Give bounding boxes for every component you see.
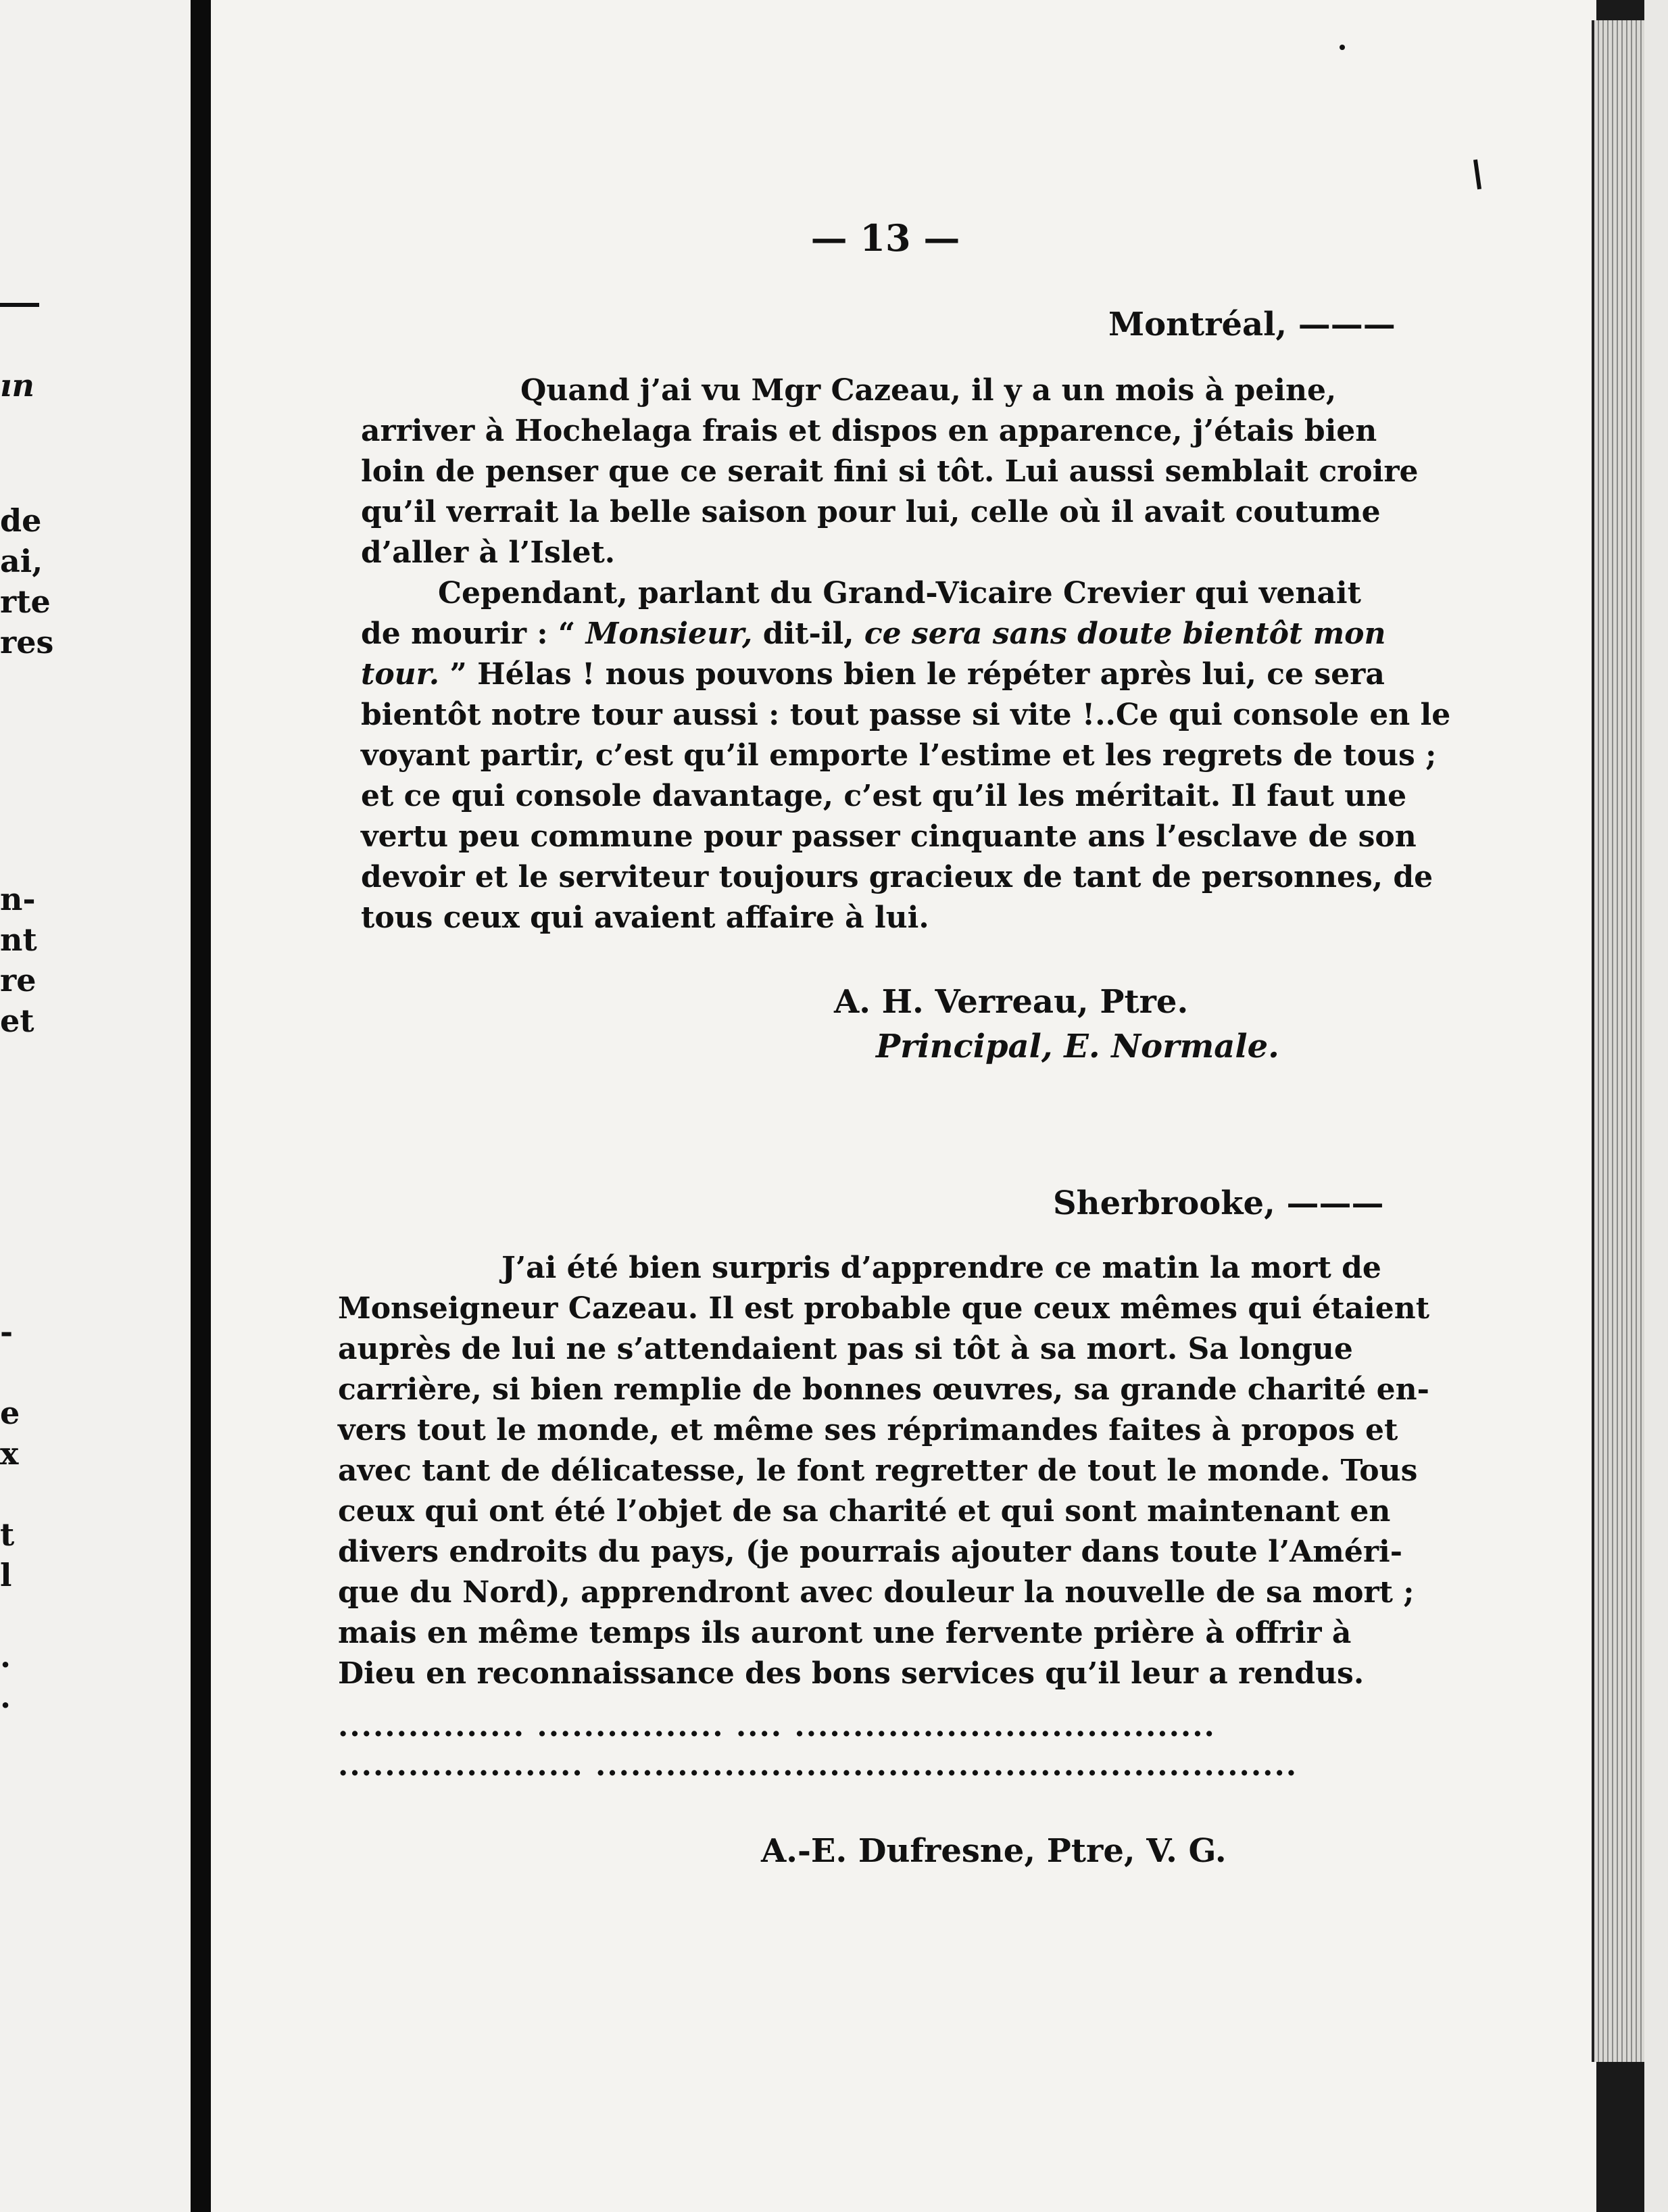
text-line: carrière, si bien remplie de bonnes œuvres, sa grande charité en- xyxy=(338,1372,1429,1407)
text-line: divers endroits du pays, (je pourrais ajouter dans toute l’Améri- xyxy=(338,1535,1402,1569)
left-page-text: x xyxy=(0,1435,19,1472)
left-page-fragment xyxy=(0,0,191,2212)
text-line: J’ai été bien surpris d’apprendre ce matin la mort de xyxy=(501,1251,1381,1285)
italic-text: tour. xyxy=(361,657,440,692)
ellipsis-line: ..................... ............................................................ xyxy=(338,1748,1298,1783)
letter-place: Montréal, ——— xyxy=(1108,306,1396,343)
scan-speck xyxy=(1340,45,1345,50)
text-line: arriver à Hochelaga frais et dispos en apparence, j’étais bien xyxy=(361,414,1377,448)
text-line: et ce qui console davantage, c’est qu’il les méritait. Il faut une xyxy=(361,779,1407,813)
text-line xyxy=(361,614,1399,654)
left-page-text: rte xyxy=(0,583,51,620)
text-line: Dieu en reconnaissance des bons services qu’il leur a rendus. xyxy=(338,1656,1365,1691)
text-line: Quand j’ai vu Mgr Cazeau, il y a un mois à peine, xyxy=(520,373,1337,408)
text-line: mais en même temps ils auront une fervente prière à offrir à xyxy=(338,1616,1352,1650)
left-page-rule xyxy=(0,303,39,307)
left-page-text: t xyxy=(0,1516,15,1553)
text-line: Monseigneur Cazeau. Il est probable que ceux mêmes qui étaient xyxy=(338,1291,1430,1326)
text-line: ceux qui ont été l’objet de sa charité et qui sont maintenant en xyxy=(338,1494,1391,1529)
ellipsis-line: ................ ................ .... .................................... xyxy=(338,1709,1216,1744)
text-line xyxy=(361,654,1399,695)
right-background xyxy=(1644,0,1668,2212)
left-page-text: . xyxy=(0,1638,11,1675)
text-line: auprès de lui ne s’attendaient pas si tôt à sa mort. Sa longue xyxy=(338,1332,1353,1366)
text-line: Cependant, parlant du Grand-Vicaire Crevier qui venait xyxy=(438,576,1361,610)
left-page-text: . xyxy=(0,1679,11,1715)
left-page-text: re xyxy=(0,962,36,999)
signature-title: Principal, E. Normale. xyxy=(876,1028,1279,1065)
text-line: que du Nord), apprendront avec douleur la nouvelle de sa mort ; xyxy=(338,1575,1415,1610)
text-line: avec tant de délicatesse, le font regretter de tout le monde. Tous xyxy=(338,1453,1418,1488)
page-number: — 13 — xyxy=(810,216,960,260)
left-page-text: ai, xyxy=(0,543,43,579)
page-edges xyxy=(1592,20,1647,2062)
letter-body xyxy=(361,370,1451,938)
text-line: voyant partir, c’est qu’il emporte l’estime et les regrets de tous ; xyxy=(361,738,1437,773)
letter-place: Sherbrooke, ——— xyxy=(1053,1184,1384,1222)
text-line: vertu peu commune pour passer cinquante ans l’esclave de son xyxy=(361,819,1417,854)
left-page-text: l xyxy=(0,1557,12,1593)
text-span: ” Hélas ! nous pouvons bien le répéter après lui, ce sera xyxy=(439,657,1385,692)
signature: A. H. Verreau, Ptre. xyxy=(834,983,1189,1021)
text-line: tous ceux qui avaient affaire à lui. xyxy=(361,900,929,935)
signature: A.-E. Dufresne, Ptre, V. G. xyxy=(761,1832,1227,1870)
text-line: devoir et le serviteur toujours gracieux de tant de personnes, de xyxy=(361,860,1433,894)
left-page-text: de xyxy=(0,502,42,539)
book-gutter xyxy=(191,0,211,2212)
text-line: bientôt notre tour aussi : tout passe si vite !..Ce qui console en le xyxy=(361,698,1451,732)
left-page-text: e xyxy=(0,1395,20,1431)
text-line: qu’il verrait la belle saison pour lui, celle où il avait coutume xyxy=(361,495,1381,529)
left-page-text: nt xyxy=(0,921,37,958)
text-span: dit-il, xyxy=(752,617,864,651)
left-page-text: et xyxy=(0,1003,34,1039)
text-line: vers tout le monde, et même ses réprimandes faites à propos et xyxy=(338,1413,1398,1447)
left-page-text: n- xyxy=(0,881,36,917)
text-line: d’aller à l’Islet. xyxy=(361,535,616,570)
left-page-text: - xyxy=(0,1314,14,1350)
italic-text: ce sera sans doute bientôt mon xyxy=(864,617,1386,651)
text-line: loin de penser que ce serait fini si tôt. Lui aussi semblait croire xyxy=(361,454,1419,489)
left-page-text: ın xyxy=(0,367,34,404)
text-span: de mourir : “ xyxy=(361,617,586,651)
left-page-text: res xyxy=(0,624,54,660)
letter-body xyxy=(338,1248,1430,1694)
italic-text: Monsieur, xyxy=(585,617,753,651)
